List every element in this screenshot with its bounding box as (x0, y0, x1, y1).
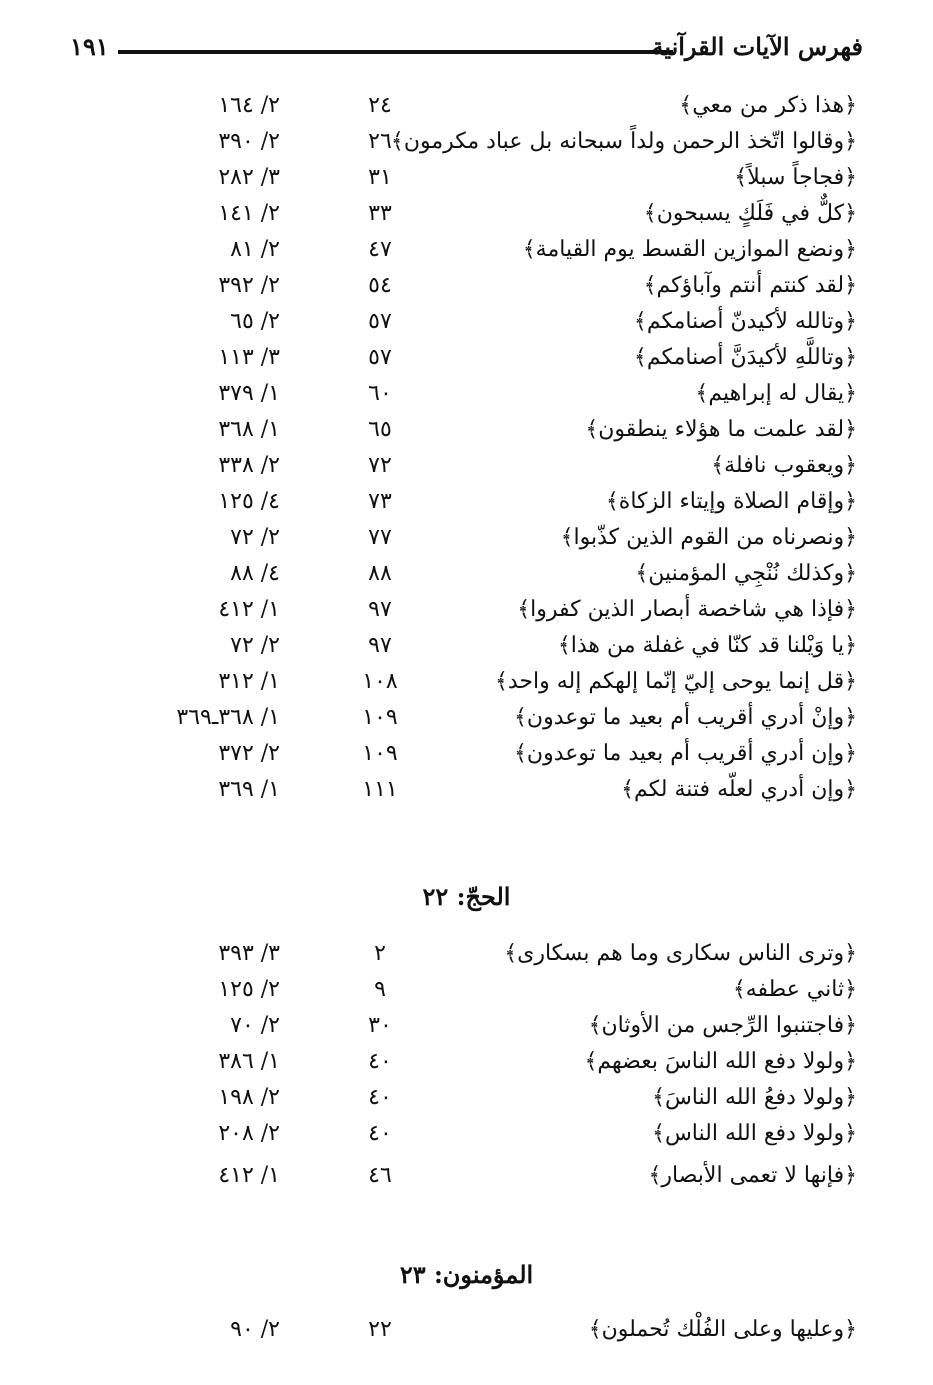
ayah-number: ٧٧ (368, 525, 392, 550)
page-reference: ٢/ ١٦٤ (218, 93, 280, 118)
index-entry (0, 197, 933, 231)
verse-text: ﴿وتاللَّهِ لأكيدَنَّ أصنامكم﴾ (633, 345, 857, 370)
page-reference: ١/ ٣٨٦ (218, 1049, 280, 1074)
index-entry (0, 1313, 933, 1347)
ayah-number: ٤٦ (368, 1163, 392, 1188)
index-entry (0, 269, 933, 303)
verse-text: ﴿فاجتنبوا الرِّجس من الأوثان﴾ (588, 1013, 857, 1038)
index-entry (0, 737, 933, 771)
verse-text: ﴿ولولا دفعُ الله الناسَ﴾ (652, 1085, 857, 1110)
index-entry (0, 937, 933, 971)
page-reference: ٢/ ١٤١ (218, 201, 280, 226)
index-entry (0, 413, 933, 447)
ayah-number: ١٠٩ (362, 705, 398, 730)
verse-text: ﴿فإذا هي شاخصة أبصار الذين كفروا﴾ (517, 597, 857, 622)
ayah-number: ٥٧ (368, 345, 392, 370)
page-reference: ٤/ ١٢٥ (218, 489, 280, 514)
verse-text: ﴿ثاني عطفه﴾ (732, 977, 857, 1002)
verse-text: ﴿وإن أدري أقريب أم بعيد ما توعدون﴾ (514, 741, 857, 766)
page-reference: ٢/ ٧٠ (230, 1013, 280, 1038)
index-entry (0, 485, 933, 519)
page-reference: ٢/ ٣٩٠ (218, 129, 280, 154)
page-reference: ٢/ ٣٧٢ (218, 741, 280, 766)
ayah-number: ١٠٨ (362, 669, 398, 694)
ayah-number: ٢٤ (368, 93, 392, 118)
page-reference: ٢/ ١٩٨ (218, 1085, 280, 1110)
index-entry (0, 773, 933, 807)
index-entry (0, 89, 933, 123)
ayah-number: ٧٣ (368, 489, 392, 514)
page-reference: ١/ ٣١٢ (218, 669, 280, 694)
ayah-number: ٢ (374, 941, 386, 966)
verse-text: ﴿وإن أدري لعلّه فتنة لكم﴾ (621, 777, 857, 802)
verse-text: ﴿هذا ذكر من معي﴾ (679, 93, 857, 118)
index-entry (0, 377, 933, 411)
ayah-number: ٤٠ (368, 1121, 392, 1146)
running-title: فهرس الآيات القرآنية (651, 32, 863, 61)
verse-text: ﴿فجاجاً سبلاً﴾ (734, 165, 857, 190)
index-entry (0, 701, 933, 735)
page-number: ١٩١ (70, 32, 109, 61)
surah-heading: الحجّ: ٢٢ (422, 882, 511, 911)
verse-text: ﴿لقد علمت ما هؤلاء ينطقون﴾ (585, 417, 857, 442)
page-header (70, 28, 863, 68)
page-reference: ١/ ٣٦٨ـ٣٦٩ (176, 705, 280, 730)
verse-text: ﴿يا وَيْلنا قد كنّا في غفلة من هذا﴾ (557, 633, 857, 658)
page-reference: ٢/ ٦٥ (230, 309, 280, 334)
page-reference: ١/ ٣٦٩ (218, 777, 280, 802)
ayah-number: ٧٢ (368, 453, 392, 478)
verse-text: ﴿فإنها لا تعمى الأبصار﴾ (648, 1163, 857, 1188)
ayah-number: ٥٤ (368, 273, 392, 298)
page-reference: ٣/ ٢٨٢ (218, 165, 280, 190)
index-entry (0, 305, 933, 339)
verse-text: ﴿وكذلك نُنْجِي المؤمنين﴾ (635, 561, 857, 586)
index-entry (0, 1159, 933, 1193)
verse-text: ﴿لقد كنتم أنتم وآباؤكم﴾ (643, 273, 857, 298)
ayah-number: ٤٠ (368, 1049, 392, 1074)
page-reference: ٢/ ٣٩٢ (218, 273, 280, 298)
verse-text: ﴿يقال له إبراهيم﴾ (695, 381, 857, 406)
page-reference: ٣/ ٣٩٣ (218, 941, 280, 966)
ayah-number: ٦٥ (368, 417, 392, 442)
verse-text: ﴿وإنْ أدري أقريب أم بعيد ما توعدون﴾ (514, 705, 857, 730)
index-entry (0, 665, 933, 699)
ayah-number: ٦٠ (368, 381, 392, 406)
index-entry (0, 233, 933, 267)
verse-text: ﴿ونضع الموازين القسط يوم القيامة﴾ (522, 237, 857, 262)
ayah-number: ٣٣ (368, 201, 392, 226)
index-entry (0, 1009, 933, 1043)
ayah-number: ٤٠ (368, 1085, 392, 1110)
page-reference: ١/ ٤١٢ (218, 597, 280, 622)
ayah-number: ٩٧ (368, 597, 392, 622)
ayah-number: ٣١ (368, 165, 392, 190)
page-reference: ١/ ٤١٢ (218, 1163, 280, 1188)
page-reference: ١/ ٣٧٩ (218, 381, 280, 406)
verse-text: ﴿ولولا دفع الله الناسَ بعضهم﴾ (584, 1049, 857, 1074)
index-entry (0, 1117, 933, 1151)
ayah-number: ٣٠ (368, 1013, 392, 1038)
index-entry (0, 449, 933, 483)
verse-text: ﴿كلٌّ في فَلَكٍ يسبحون﴾ (643, 201, 857, 226)
index-entry (0, 521, 933, 555)
ayah-number: ١٠٩ (362, 741, 398, 766)
page-reference: ١/ ٣٦٨ (218, 417, 280, 442)
surah-heading: المؤمنون: ٢٣ (399, 1260, 534, 1289)
verse-text: ﴿ويعقوب نافلة﴾ (711, 453, 857, 478)
page-reference: ٢/ ٢٠٨ (218, 1121, 280, 1146)
verse-text: ﴿ونصرناه من القوم الذين كذّبوا﴾ (560, 525, 857, 550)
verse-text: ﴿وإقام الصلاة وإيتاء الزكاة﴾ (605, 489, 857, 514)
index-entry (0, 593, 933, 627)
verse-text: ﴿وقالوا اتّخذ الرحمن ولداً سبحانه بل عباد مكرمون﴾ (390, 129, 857, 154)
ayah-number: ٤٧ (368, 237, 392, 262)
page-reference: ٣/ ١١٣ (218, 345, 280, 370)
page-reference: ٢/ ٧٢ (230, 633, 280, 658)
index-entry (0, 973, 933, 1007)
index-entry (0, 1081, 933, 1115)
verse-text: ﴿وعليها وعلى الفُلْك تُحملون﴾ (588, 1317, 857, 1342)
ayah-number: ٩ (374, 977, 386, 1002)
ayah-number: ٢٦ (368, 129, 392, 154)
index-entry (0, 341, 933, 375)
verse-text: ﴿وتالله لأكيدنّ أصنامكم﴾ (633, 309, 857, 334)
index-entry (0, 557, 933, 591)
verse-text: ﴿وترى الناس سكارى وما هم بسكارى﴾ (504, 941, 857, 966)
page-reference: ٢/ ٨١ (230, 237, 280, 262)
ayah-number: ٥٧ (368, 309, 392, 334)
ayah-number: ١١١ (362, 777, 398, 802)
index-entry (0, 161, 933, 195)
page-reference: ٢/ ٣٣٨ (218, 453, 280, 478)
page-reference: ٢/ ٩٠ (230, 1317, 280, 1342)
ayah-number: ٢٢ (368, 1317, 392, 1342)
page-reference: ٤/ ٨٨ (230, 561, 280, 586)
index-entry (0, 1045, 933, 1079)
verse-text: ﴿قل إنما يوحى إليّ إنّما إلهكم إله واحد﴾ (494, 669, 857, 694)
verse-text: ﴿ولولا دفع الله الناس﴾ (652, 1121, 857, 1146)
ayah-number: ٩٧ (368, 633, 392, 658)
page-reference: ٢/ ١٢٥ (218, 977, 280, 1002)
index-entry (0, 629, 933, 663)
page-reference: ٢/ ٧٢ (230, 525, 280, 550)
index-entry (0, 125, 933, 159)
header-rule (118, 50, 673, 54)
ayah-number: ٨٨ (368, 561, 392, 586)
